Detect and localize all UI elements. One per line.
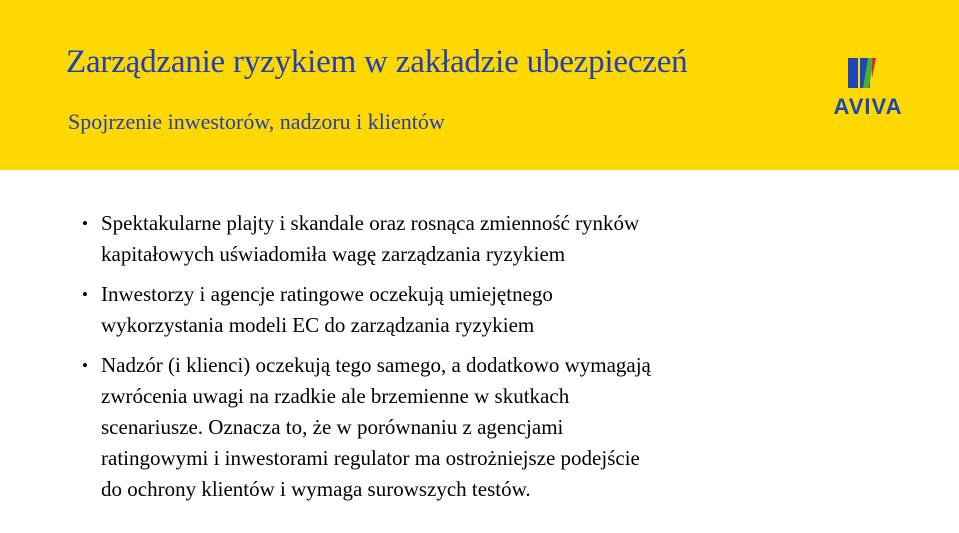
bullet-dot-icon: • — [82, 214, 88, 233]
bullet-text-line: do ochrony klientów i wymaga surowszych testów. — [101, 477, 531, 501]
bullet-text-line: zwrócenia uwagi na rzadkie ale brzemienne w skutkach — [101, 384, 570, 408]
aviva-logo — [822, 56, 914, 120]
bullet-text-line: Inwestorzy i agencje ratingowe oczekują umiejętnego — [101, 282, 553, 306]
bullet-text-line: scenariusze. Oznacza to, że w porównaniu z agencjami — [101, 415, 564, 439]
bullet-text-line: wykorzystania modeli EC do zarządzania ryzykiem — [101, 313, 535, 337]
slide-title: Zarządzanie ryzykiem w zakładzie ubezpieczeń — [66, 44, 688, 80]
slide-header — [0, 0, 959, 170]
logo-wordmark: AVIVA — [833, 94, 903, 119]
slide-subtitle: Spojrzenie inwestorów, nadzoru i klientów — [68, 109, 445, 134]
bullet-item — [82, 208, 942, 270]
logo-stripe-red — [872, 58, 876, 78]
bullet-text-line: kapitałowych uświadomiła wagę zarządzania ryzykiem — [101, 242, 566, 266]
bullet-dot-icon: • — [82, 285, 88, 304]
bullet-text-line: Nadzór (i klienci) oczekują tego samego, a dodatkowo wymagają — [101, 353, 651, 377]
logo-bar-left — [848, 58, 858, 88]
bullet-text-line: Spektakularne plajty i skandale oraz rosnąca zmienność rynków — [101, 211, 640, 235]
bullet-dot-icon: • — [82, 356, 88, 375]
bullet-text-line: ratingowymi i inwestorami regulator ma ostrożniejsze podejście — [101, 446, 640, 470]
bullet-item — [82, 350, 942, 505]
bullet-list — [82, 208, 942, 505]
bullet-item — [82, 279, 942, 341]
